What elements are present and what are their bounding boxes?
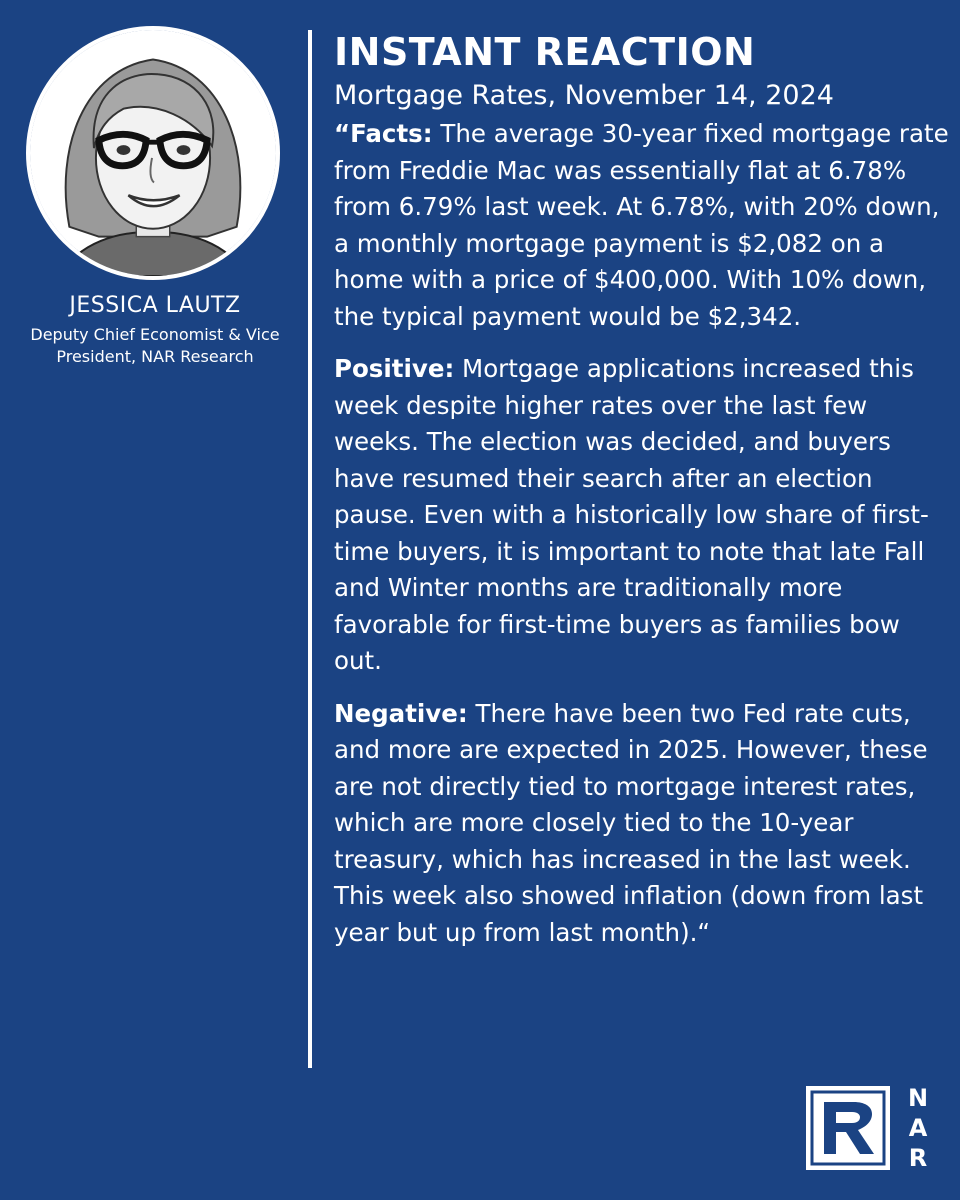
facts-text: The average 30-year fixed mortgage rate from Freddie Mac was essentially flat at 6.78% from 6.79% last week. At 6.78%, with 20% down, a monthly mortgage payment is $2,082 on a home with a price of $400,000. With 10% down, the typical payment would be $2,342. (334, 119, 949, 331)
negative-text: There have been two Fed rate cuts, and more are expected in 2025. However, these are not directly tied to mortgage interest rates, which are more closely tied to the 10-year treasury, which has increased in the last week. This week also showed inflation (down from last year but up from last month).“ (334, 698, 928, 947)
person-title: Deputy Chief Economist & Vice President, NAR Research (30, 325, 280, 366)
page-title: INSTANT REACTION (334, 30, 756, 74)
nar-letters (898, 1086, 938, 1170)
reaction-content (334, 28, 954, 967)
negative-paragraph (334, 696, 954, 952)
logo-letter-a: A (908, 1114, 928, 1142)
logo-letter-n: N (907, 1084, 929, 1112)
facts-paragraph (334, 116, 954, 335)
facts-label: “Facts: (334, 119, 433, 148)
logo-letter-r: R (908, 1144, 928, 1172)
vertical-divider (308, 30, 312, 1068)
person-info (0, 292, 310, 368)
negative-label: Negative: (334, 698, 468, 728)
realtor-r-icon (806, 1086, 890, 1170)
positive-paragraph (334, 351, 954, 680)
positive-label: Positive: (334, 354, 455, 383)
page-subtitle: Mortgage Rates, November 14, 2024 (334, 80, 834, 111)
nar-logo (806, 1086, 938, 1176)
positive-text: Mortgage applications increased this week despite higher rates over the last few weeks. The election was decided, and buyers have resumed their search after an election pause. Even with a historically low share of first-time buyers, it is important to note that late Fall and Winter months are traditionally more favorable for first-time buyers as families bow out. (334, 354, 929, 675)
person-name: JESSICA LAUTZ (69, 293, 241, 318)
portrait-caricature (30, 30, 276, 276)
avatar (26, 26, 280, 280)
